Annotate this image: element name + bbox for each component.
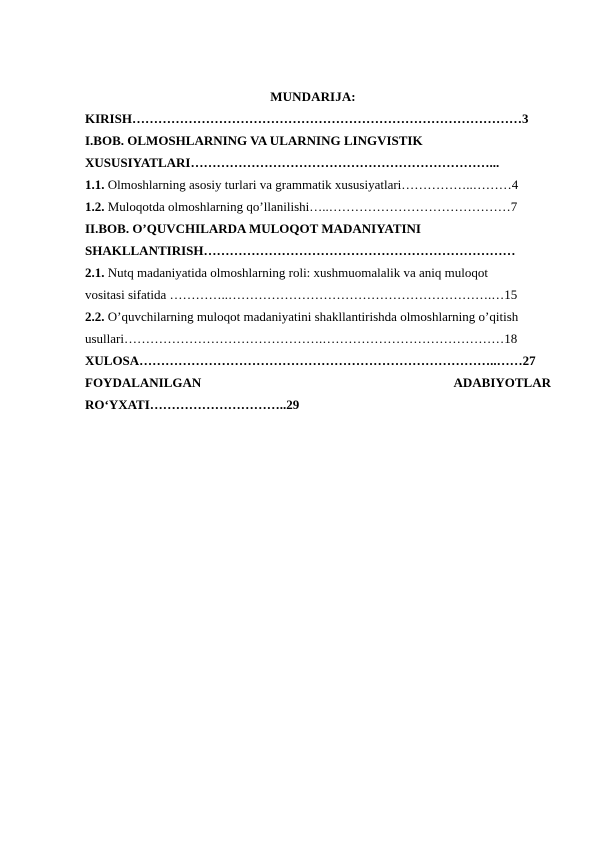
toc-entry-text: Olmoshlarning asosiy turlari va grammatik xususiyatlari……………..………4 bbox=[104, 177, 519, 192]
toc-entry-section-2-1 bbox=[85, 262, 551, 284]
toc-entry-text: KIRISH………………………………………………………………………………3 bbox=[85, 111, 529, 126]
toc-entry-text: I.BOB. OLMOSHLARNING VA ULARNING LINGVISTIK bbox=[85, 133, 423, 148]
toc-entry-chapter-2-cont bbox=[85, 240, 551, 262]
toc-entry-text: RO‘YXATI…………………………..29 bbox=[85, 397, 300, 412]
toc-entry-number: 2.1. bbox=[85, 265, 105, 280]
toc-entry-xulosa bbox=[85, 350, 551, 372]
toc-entry-text: vositasi sifatida …………..…………………………………………………….…15 bbox=[85, 287, 518, 302]
toc-entry-chapter-1 bbox=[85, 130, 551, 152]
toc-entry-chapter-1-cont bbox=[85, 152, 551, 174]
toc-entry-kirish bbox=[85, 108, 551, 130]
toc-entry-section-1-2 bbox=[85, 196, 551, 218]
toc-entry-text-right: ADABIYOTLAR bbox=[453, 375, 551, 390]
toc-entry-text: XULOSA………………………………………………………………………..……27 bbox=[85, 353, 536, 368]
toc-entry-references-cont bbox=[85, 394, 551, 416]
toc-entry-number: 1.1. bbox=[85, 177, 105, 192]
toc-entry-references bbox=[85, 372, 551, 394]
toc-entry-text: SHAKLLANTIRISH……………………………………………………………… bbox=[85, 243, 516, 258]
toc-entry-number: 1.2. bbox=[85, 199, 105, 214]
table-of-contents bbox=[85, 86, 551, 416]
toc-entry-text: usullari……………………………………….……………………………………18 bbox=[85, 331, 518, 346]
toc-entry-text: Nutq madaniyatida olmoshlarning roli: xushmuomalalik va aniq muloqot bbox=[104, 265, 488, 280]
toc-entry-section-2-2-cont bbox=[85, 328, 551, 350]
toc-entry-section-2-1-cont bbox=[85, 284, 551, 306]
toc-title: MUNDARIJA: bbox=[270, 89, 356, 104]
toc-entry-section-2-2 bbox=[85, 306, 551, 328]
toc-entry-text: Muloqotda olmoshlarning qo’llanilishi…..……………………………………7 bbox=[104, 199, 518, 214]
toc-entry-section-1-1 bbox=[85, 174, 551, 196]
toc-entry-text-left: FOYDALANILGAN bbox=[85, 375, 202, 390]
toc-entry-number: 2.2. bbox=[85, 309, 105, 324]
toc-entry-text: XUSUSIYATLARI……………………………………………………………... bbox=[85, 155, 500, 170]
toc-entry-chapter-2 bbox=[85, 218, 551, 240]
toc-entry-text: O’quvchilarning muloqot madaniyatini shakllantirishda olmoshlarning o’qitish bbox=[104, 309, 519, 324]
toc-entry-text: II.BOB. O’QUVCHILARDA MULOQOT MADANIYATINI bbox=[85, 221, 421, 236]
